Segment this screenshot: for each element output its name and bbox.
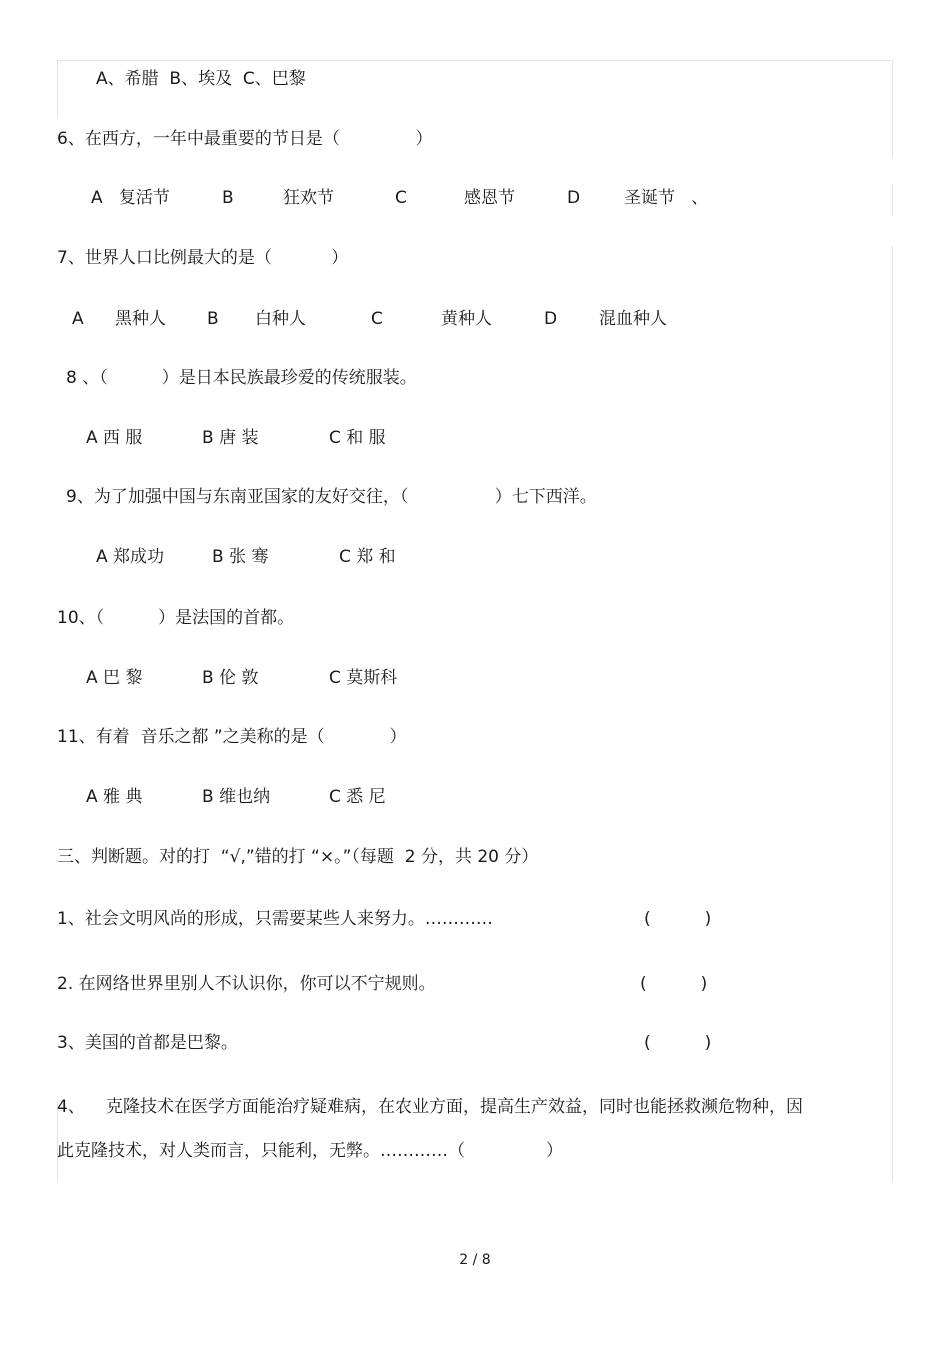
q9-option-c: C 郑 和 (339, 547, 396, 567)
q9-option-a: A 郑成功 (96, 547, 165, 567)
judge-3-answer-paren: ( ) (644, 1033, 712, 1053)
q7-option-c-letter: C (371, 309, 383, 329)
q7-option-d-text: 混血种人 (599, 309, 667, 329)
q8-option-c: C 和 服 (329, 428, 386, 448)
q7-option-b-text: 白种人 (255, 309, 306, 329)
q6-option-c-letter: C (395, 188, 407, 208)
q6-option-c-text: 感恩节 (464, 188, 515, 208)
judge-4-line-1: 克隆技术在医学方面能治疗疑难病，在农业方面，提高生产效益，同时也能拯救濒危物种，因 (106, 1097, 803, 1117)
q6-option-b-text: 狂欢节 (283, 188, 334, 208)
q6-option-d-letter: D (567, 188, 581, 208)
q9-option-b: B 张 骞 (212, 547, 269, 567)
q7-option-b-letter: B (207, 309, 219, 329)
q5-options: A、希腊 B、埃及 C、巴黎 (96, 69, 306, 89)
q10-stem: 10、（ ）是法国的首都。 (57, 608, 295, 628)
judge-2-answer-paren: ( ) (640, 974, 708, 994)
q8-stem: 8 、（ ）是日本民族最珍爱的传统服装。 (66, 368, 417, 388)
q8-option-a: A 西 服 (86, 428, 143, 448)
q7-option-a-text: 黑种人 (115, 309, 166, 329)
q11-option-a: A 雅 典 (86, 787, 143, 807)
q10-option-a: A 巴 黎 (86, 668, 143, 688)
q8-option-b: B 唐 装 (202, 428, 259, 448)
judge-3-text: 3、美国的首都是巴黎。 (57, 1033, 238, 1053)
judge-4-line-2: 此克隆技术，对人类而言，只能利，无弊。…………（ ） (57, 1141, 564, 1161)
judge-1-text: 1、社会文明风尚的形成，只需要某些人来努力。………… (57, 909, 493, 929)
border-right-1 (892, 60, 893, 158)
q10-option-b: B 伦 敦 (202, 668, 259, 688)
judge-1-answer-paren: ( ) (644, 909, 712, 929)
q6-stem: 6、在西方，一年中最重要的节日是（ ） (57, 129, 433, 149)
border-right-2 (892, 184, 893, 216)
section-3-title: 三、判断题。对的打 “√,”错的打 “×。”（每题 2 分，共 20 分） (57, 847, 539, 867)
border-left (57, 60, 58, 118)
q6-option-a: A 复活节 (91, 188, 170, 208)
q11-stem: 11、有着 音乐之都 ”之美称的是（ ） (57, 727, 407, 747)
border-right-3 (892, 246, 893, 1182)
q11-option-c: C 悉 尼 (329, 787, 386, 807)
q7-option-c-text: 黄种人 (441, 309, 492, 329)
q6-option-b-letter: B (222, 188, 234, 208)
q7-option-d-letter: D (544, 309, 558, 329)
q11-option-b: B 维也纳 (202, 787, 271, 807)
judge-2-text: 2. 在网络世界里别人不认识你，你可以不宁规则。 (57, 974, 436, 994)
judge-4-number: 4、 (57, 1097, 85, 1117)
q9-stem: 9、为了加强中国与东南亚国家的友好交往，（ ）七下西洋。 (66, 487, 597, 507)
page-number: 2 / 8 (459, 1252, 491, 1268)
q10-option-c: C 莫斯科 (329, 668, 398, 688)
q7-stem: 7、世界人口比例最大的是（ ） (57, 248, 349, 268)
q6-option-d-text: 圣诞节 、 (624, 188, 709, 208)
border-top (57, 60, 893, 61)
q7-option-a-letter: A (72, 309, 84, 329)
